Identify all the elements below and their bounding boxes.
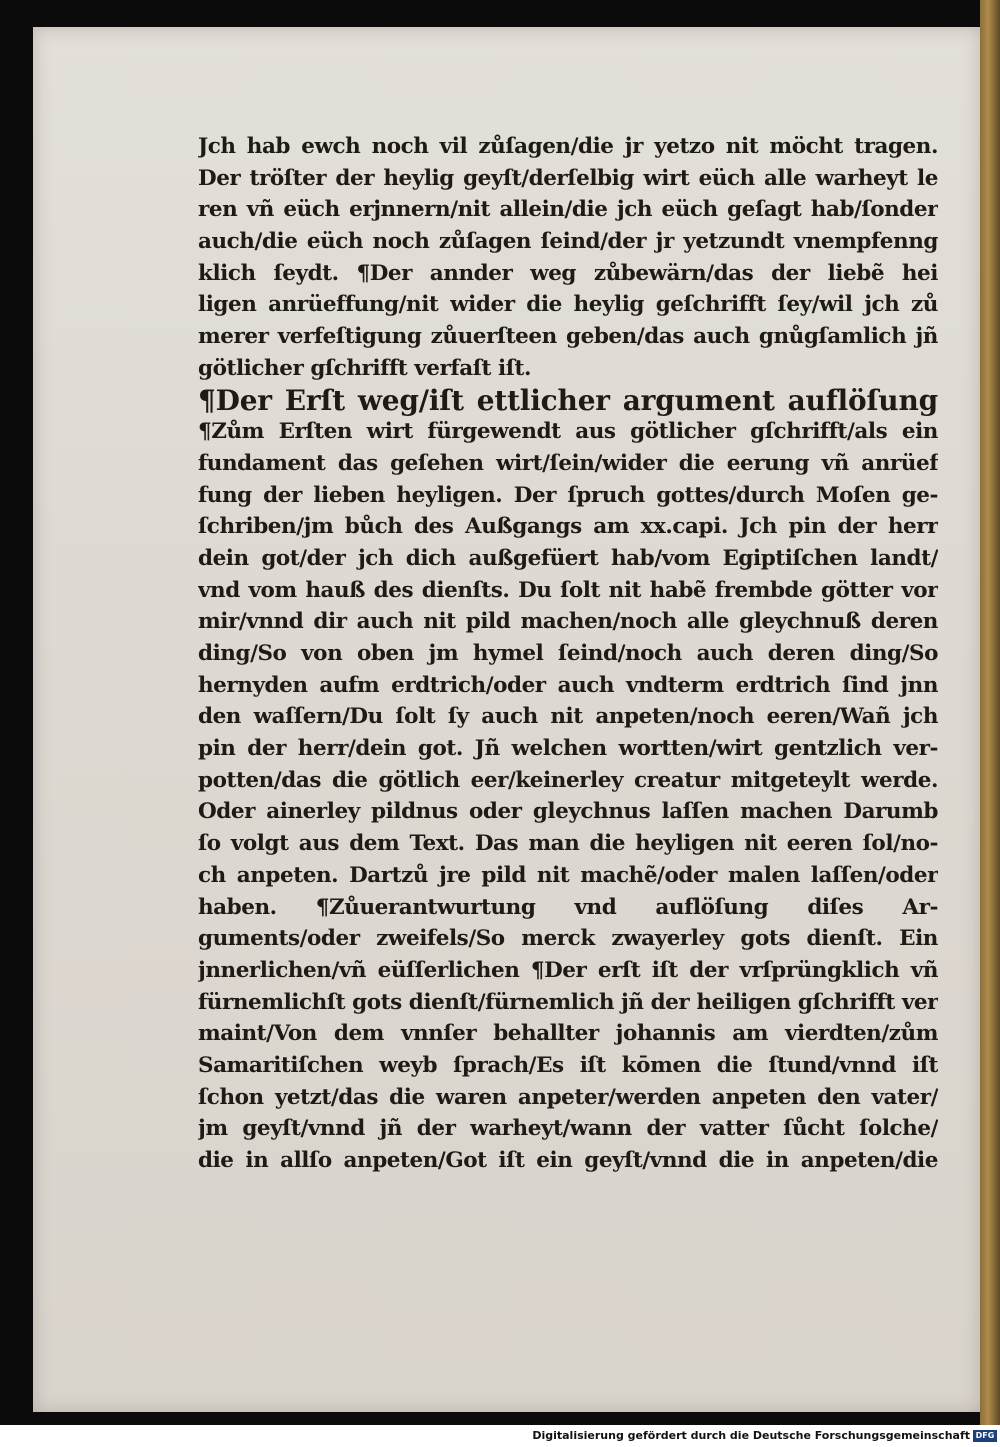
text-line: Jch hab ewch noch vil zůſagen/die jr yetzo nit möcht tragen. bbox=[198, 134, 938, 159]
text-line: haben. ¶Zůuerantwurtung vnd auflöſung diſes Ar- bbox=[198, 894, 938, 920]
text-line: klich ſeydt. ¶Der annder weg zůbewärn/das der liebẽ hei bbox=[198, 260, 938, 286]
text-line: fürnemlichſt gots dienſt/fürnemlich jñ der heiligen gſchrifft ver bbox=[198, 989, 938, 1015]
text-line: Der tröſter der heylig geyſt/derſelbig wirt eüch alle warheyt le bbox=[198, 165, 938, 191]
text-line: dein got/der jch dich außgefüert hab/vom Egiptiſchen landt/ bbox=[198, 545, 938, 571]
footer-bar bbox=[0, 1425, 1000, 1447]
text-line: ligen anrüeffung/nit wider die heylig geſchrifft ſey/wil jch zů bbox=[198, 292, 938, 318]
text-line: ſo volgt aus dem Text. Das man die heyligen nit eeren ſol/no- bbox=[198, 831, 938, 857]
text-line: auch/die eüch noch zůſagen ſeind/der jr yetzundt vnempfenng bbox=[198, 229, 938, 255]
text-line: vnd vom hauß des dienſts. Du ſolt nit habẽ frembde götter vor bbox=[198, 577, 938, 603]
text-line: ch anpeten. Dartzů jre pild nit machẽ/oder malen laſſen/oder bbox=[198, 862, 938, 888]
text-line: die in allſo anpeten/Got iſt ein geyſt/vnnd die in anpeten/die bbox=[198, 1148, 938, 1173]
section-heading: ¶Der Erſt weg/iſt ettlicher argument auflöſung bbox=[198, 384, 938, 417]
text-line: götlicher gſchrifft verfaſt iſt. bbox=[198, 355, 532, 381]
text-line: fung der lieben heyligen. Der ſpruch gottes/durch Moſen ge- bbox=[198, 482, 938, 508]
text-line: merer verfeſtigung zůuerſteen geben/das auch gnůgſamlich jñ bbox=[198, 324, 938, 350]
text-line: mir/vnnd dir auch nit pild machen/noch alle gleychnuß deren bbox=[198, 609, 938, 635]
text-line: ſchon yetzt/das die waren anpeter/werden anpeten den vater/ bbox=[198, 1084, 938, 1110]
text-line: Samaritiſchen weyb ſprach/Es iſt kōmen die ſtund/vnnd iſt bbox=[198, 1052, 938, 1078]
dfg-logo-icon: DFG bbox=[973, 1430, 997, 1442]
text-line: ſchriben/jm bůch des Außgangs am xx.capi. Jch pin der herr bbox=[198, 514, 938, 540]
text-line: jnnerlichen/vñ eüſſerlichen ¶Der erſt iſt der vrſprüngklich vñ bbox=[198, 957, 938, 983]
text-line: maint/Von dem vnnſer behallter johannis am vierdten/zům bbox=[198, 1021, 938, 1047]
page-text-block bbox=[198, 131, 938, 1177]
text-line: guments/oder zweifels/So merck zwayerley gots dienſt. Ein bbox=[198, 926, 938, 952]
text-line: Oder ainerley pildnus oder gleychnus laſſen machen Darumb bbox=[198, 799, 938, 825]
text-line: den waſſern/Du ſolt ſy auch nit anpeten/noch eeren/Wañ jch bbox=[198, 704, 938, 730]
text-line: hernyden aufm erdtrich/oder auch vndterm erdtrich ſind jnn bbox=[198, 672, 938, 698]
text-line: pin der herr/dein got. Jñ welchen wortten/wirt gentzlich ver- bbox=[198, 736, 938, 762]
text-line: ren vñ eüch erjnnern/nit allein/die jch eüch geſagt hab/ſonder bbox=[198, 197, 938, 223]
text-line: ¶Zům Erſten wirt fürgewendt aus götlicher gſchrifft/als ein bbox=[198, 419, 938, 445]
book-edge bbox=[980, 0, 1000, 1425]
text-line: ding/So von oben jm hymel ſeind/noch auch deren ding/So bbox=[198, 641, 938, 666]
text-line: fundament das geſehen wirt/ſein/wider die eerung vñ anrüef bbox=[198, 450, 938, 476]
text-line: potten/das die götlich eer/keinerley creatur mitgeteylt werde. bbox=[198, 767, 938, 793]
text-line: jm geyſt/vnnd jñ der warheyt/wann der vatter ſůcht ſolche/ bbox=[198, 1116, 938, 1142]
funding-notice: Digitalisierung gefördert durch die Deutsche Forschungsgemeinschaft bbox=[532, 1429, 970, 1442]
